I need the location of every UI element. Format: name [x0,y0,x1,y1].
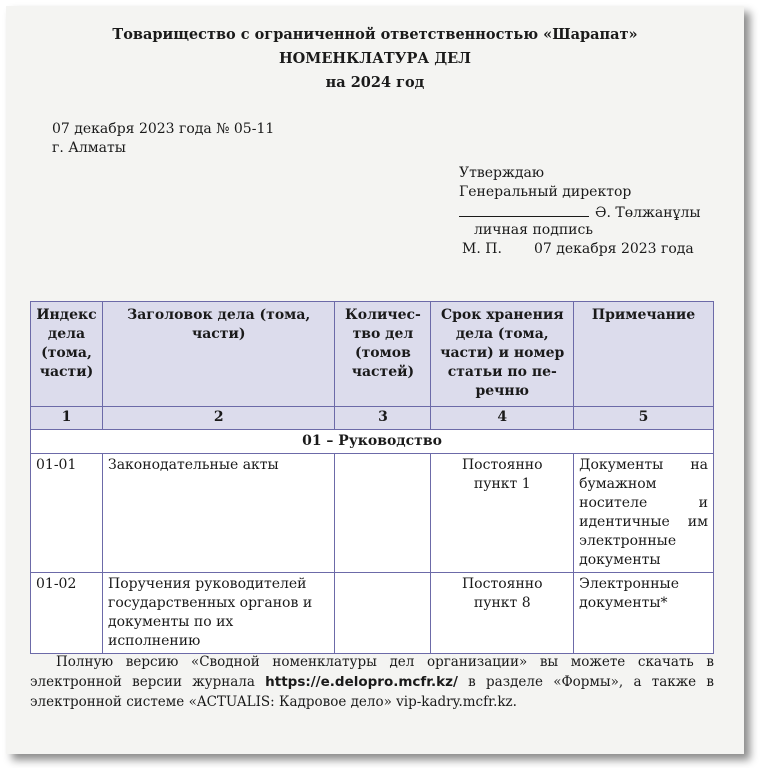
document-city: г. Алматы [52,140,126,156]
term-value: Постоянно [461,457,543,473]
column-number: 3 [335,407,431,430]
signature-block [459,202,701,223]
case-term [431,573,574,654]
column-number: 4 [431,407,574,430]
journal-link[interactable]: https://e.delopro.mcfr.kz/ [265,674,458,690]
case-index: 01-01 [31,454,103,573]
column-number-row [31,407,714,430]
approval-date: 07 декабря 2023 года [534,241,694,257]
case-term [431,454,574,573]
signer-name: Ә. Төлжанұлы [595,205,701,221]
case-title: Законодательные акты [102,454,334,573]
column-number: 2 [102,407,334,430]
case-count [335,454,431,573]
header-note: Примечание [574,302,714,407]
case-index: 01-02 [31,573,103,654]
header-index: Индекс дела (тома, части) [31,302,103,407]
header-count: Количес-тво дел (томов частей) [335,302,431,407]
term-value: Постоянно [461,576,543,592]
nomenclature-table [30,301,714,654]
signature-caption: личная подпись [474,222,593,238]
signature-line [459,202,589,217]
section-row [31,430,714,454]
document-year: на 2024 год [325,74,425,91]
header-title: Заголовок дела (тома, части) [102,302,334,407]
table-header-row [31,302,714,407]
footer-text-after: в разделе «Формы», а также в электронной системе «ACTUALIS: Кадровое дело» vip-kadry.mcfr.kz. [30,674,714,710]
case-title: Поручения руководителей государственных органов и документы по их исполнению [102,573,334,654]
document-title: НОМЕНКЛАТУРА ДЕЛ [278,50,472,67]
term-article: пункт 8 [473,595,531,611]
case-note: Электронные документы* [574,573,714,654]
column-number: 5 [574,407,714,430]
footer-text-before: Полную версию «Сводной номенклатуры дел организации» вы можете скачать в электронной версии журнала [30,654,714,690]
case-note: Документы на бумажном носителе и идентичные им электронные документы [574,454,714,573]
term-article: пункт 1 [473,476,531,492]
document-page [6,6,744,754]
case-count [335,573,431,654]
document-date-number: 07 декабря 2023 года № 05-11 [52,121,275,137]
stamp-label: М. П. [462,241,502,257]
approver-position: Генеральный директор [459,184,632,200]
organization-name: Товарищество с ограниченной ответственностью «Шарапат» [112,26,638,43]
table-row [31,454,714,573]
table-row [31,573,714,654]
section-title: 01 – Руководство [31,430,714,454]
column-number: 1 [31,407,103,430]
footer-note [30,652,714,712]
approval-line: Утверждаю [459,165,545,181]
header-term: Срок хранения дела (тома, части) и номер статьи по пе-речню [431,302,574,407]
